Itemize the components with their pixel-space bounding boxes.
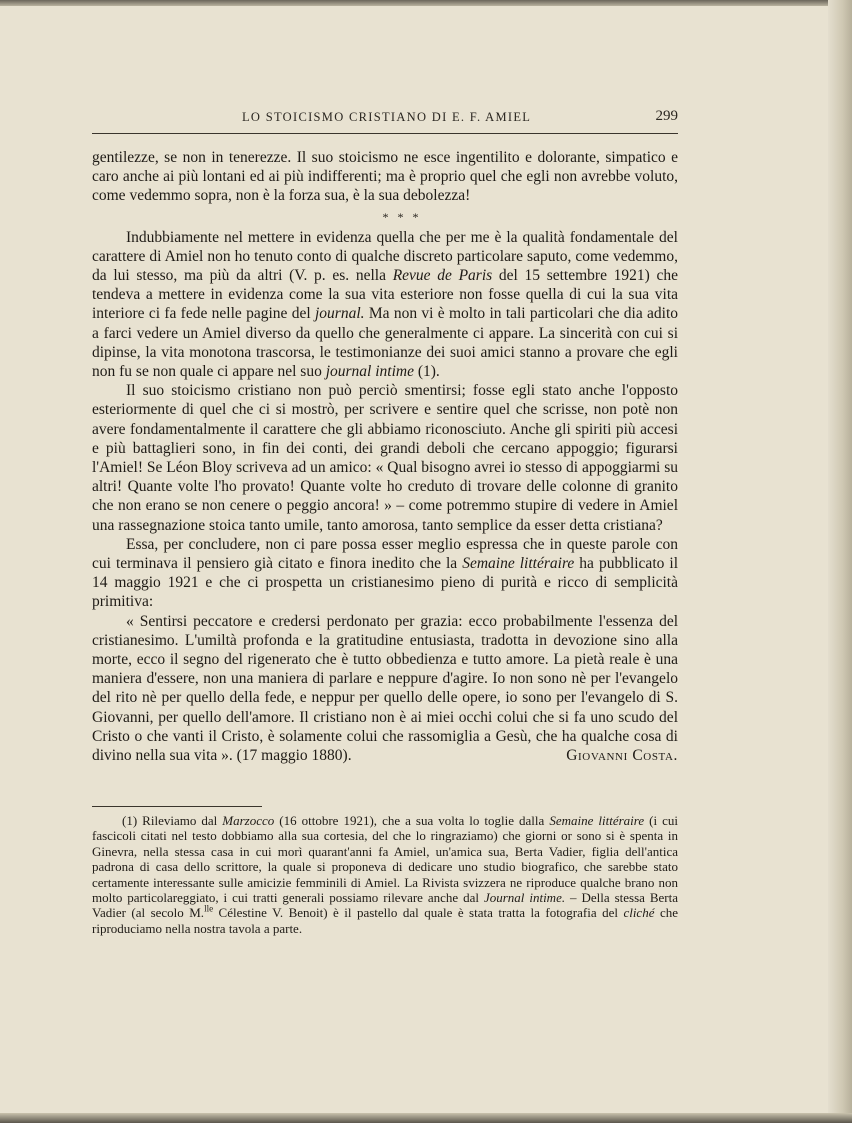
footnote-text-b: (16 ottobre 1921), che a sua volta lo toglie dalla bbox=[274, 813, 550, 828]
page-right-edge bbox=[828, 0, 852, 1123]
footnote bbox=[92, 813, 678, 936]
quotation-text: « Sentirsi peccatore e credersi perdonato per grazia: ecco probabilmente l'essenza del cristianesimo. L'umiltà profonda e la gratitudine entusiasta, tradotta in devozione sino alla morte, ecco il segno del rigenerato che è tutto obbedienza e tutto amore. La pietà reale è una maniera d'essere, non una maniera di parlare e neppure d'agire. Io non sono nè per l'evangelo del rito nè per quello della fede, e neppur per quello delle opere, io sono per l'evangelo di S. Giovanni, per quello dell'amore. Il cristiano non è ai miei occhi colui che si fa uno scudo del Cristo o che vanti il Cristo, è solamente colui che rassomiglia a Gesù, che ha qualche cosa di divino nella sua vita ». (17 maggio 1880). bbox=[92, 612, 678, 765]
body-text bbox=[92, 148, 678, 765]
journal-intime-title: journal intime bbox=[325, 363, 414, 381]
paragraph-2-text-c: Ma non vi è molto in tali particolari che dia adito a farci vedere un Amiel diverso da quello che generalmente ci appare. La sincerità con cui si dipinse, la vita monotona trascorsa, le testimonianze dei suoi amici stanno a provare che egli non fu se non quale ci appare nel suo bbox=[92, 305, 679, 381]
paragraph-2 bbox=[92, 228, 678, 382]
quotation-paragraph bbox=[92, 612, 678, 766]
paragraph-2-text-b: del 15 settembre 1921) che tendeva a mettere in evidenza come la sua vita esteriore non fosse quella di cui la sua vita interiore ci fa fede nelle pagine del bbox=[92, 267, 679, 323]
header-rule bbox=[92, 133, 678, 134]
page-number: 299 bbox=[655, 108, 678, 124]
page-bottom-edge bbox=[0, 1113, 852, 1123]
footnote-rule bbox=[92, 806, 262, 807]
marzocco-title: Marzocco bbox=[222, 813, 275, 828]
cliche-word: cliché bbox=[623, 905, 655, 921]
mademoiselle-superscript: lle bbox=[204, 904, 214, 915]
footnote-text-a: (1) Rileviamo dal bbox=[122, 813, 223, 828]
page-header bbox=[92, 108, 678, 128]
footnote-semaine-title: Semaine littéraire bbox=[549, 813, 645, 828]
footnote-reference: (1). bbox=[413, 363, 440, 381]
footnote-text-c: (i cui fascicoli citati nel testo dobbiamo alla sua cortesia, del che lo ringraziamo) che giorni or sono si è spenta in Ginevra, nella stessa casa in cui morì quarant'anni fa Amiel, un'amica sua, Berta Vadier, figlia dell'antica padrona di casa dello scrittore, la quale si proponeva di dedicare uno studio biografico, che sarebbe stato certamente interessante sulle amicizie femminili di Amiel. La Rivista svizzera ne riproduce qualche brano non molto particolareggiato, i cui tratti generali possiamo rilevare anche dal bbox=[92, 813, 678, 906]
footnote-journal-intime-title: Journal intime. bbox=[483, 890, 566, 906]
paragraph-4-text-b: ha pubblicato il 14 maggio 1921 e che ci prospetta un cristianesimo pieno di purità e ricco di semplicità primitiva: bbox=[92, 555, 679, 611]
paragraph-4 bbox=[92, 535, 678, 612]
semaine-litteraire-title: Semaine littéraire bbox=[462, 555, 575, 573]
revue-de-paris-title: Revue de Paris bbox=[392, 267, 493, 285]
running-head: LO STOICISMO CRISTIANO DI E. F. AMIEL bbox=[242, 110, 532, 124]
section-break-asterism: * * * bbox=[382, 209, 422, 224]
paragraph-4-text-a: Essa, per concludere, non ci pare possa esser meglio espressa che in queste parole con cui terminava il pensiero già citato e finora inedito che la bbox=[92, 535, 678, 573]
paragraph-2-text-a: Indubbiamente nel mettere in evidenza quella che per me è la qualità fondamentale del carattere di Amiel non ho tenuto conto di qualche discreto particolare saputo, come vedemmo, da lui stesso, ma più da altri (V. p. es. nella bbox=[92, 228, 678, 285]
paragraph-3: Il suo stoicismo cristiano non può perciò smentirsi; fosse egli stato anche l'opposto esteriormente di quel che ci si mostrò, per scrivere e sentire quel che scrisse, non potè non avere fondamentalmente il carattere che gli abbiamo riconosciuto. Anche gli spiriti più accesi e più battaglieri sono, in fin dei conti, dei grandi deboli che cercano appoggio; figurarsi l'Amiel! Se Léon Bloy scriveva ad un amico: « Qual bisogno avrei io stesso di appoggiarmi su altri! Quante volte l'ho provato! Quante volte ho creduto di trovare delle colonne di granito che non erano se non cenere o peggio ancora! » – come potremmo stupire di vedere in Amiel una rassegnazione stoica tanto umile, tanto amorosa, tanto semplice da esser detta cristiana? bbox=[92, 382, 678, 534]
journal-title: journal. bbox=[315, 305, 365, 323]
footnote-text-e: Célestine V. Benoit) è il pastello dal quale è stata tratta la fotografia del bbox=[213, 905, 624, 921]
paragraph-1: gentilezze, se non in tenerezze. Il suo stoicismo ne esce ingentilito e dolorante, simpatico e caro anche ai più lontani ed ai più indifferenti; ma è proprio quel che egli non avrebbe voluto, come vedemmo sopra, non è la forza sua, è la sua debolezza! bbox=[92, 149, 678, 205]
author-signature: Giovanni Costa. bbox=[566, 747, 678, 765]
footnote-text-d: – Della stessa Berta Vadier (al secolo M. bbox=[92, 890, 679, 921]
page-top-edge bbox=[0, 0, 852, 6]
footnote-text-f: che riproduciamo nella nostra tavola a parte. bbox=[92, 905, 678, 936]
